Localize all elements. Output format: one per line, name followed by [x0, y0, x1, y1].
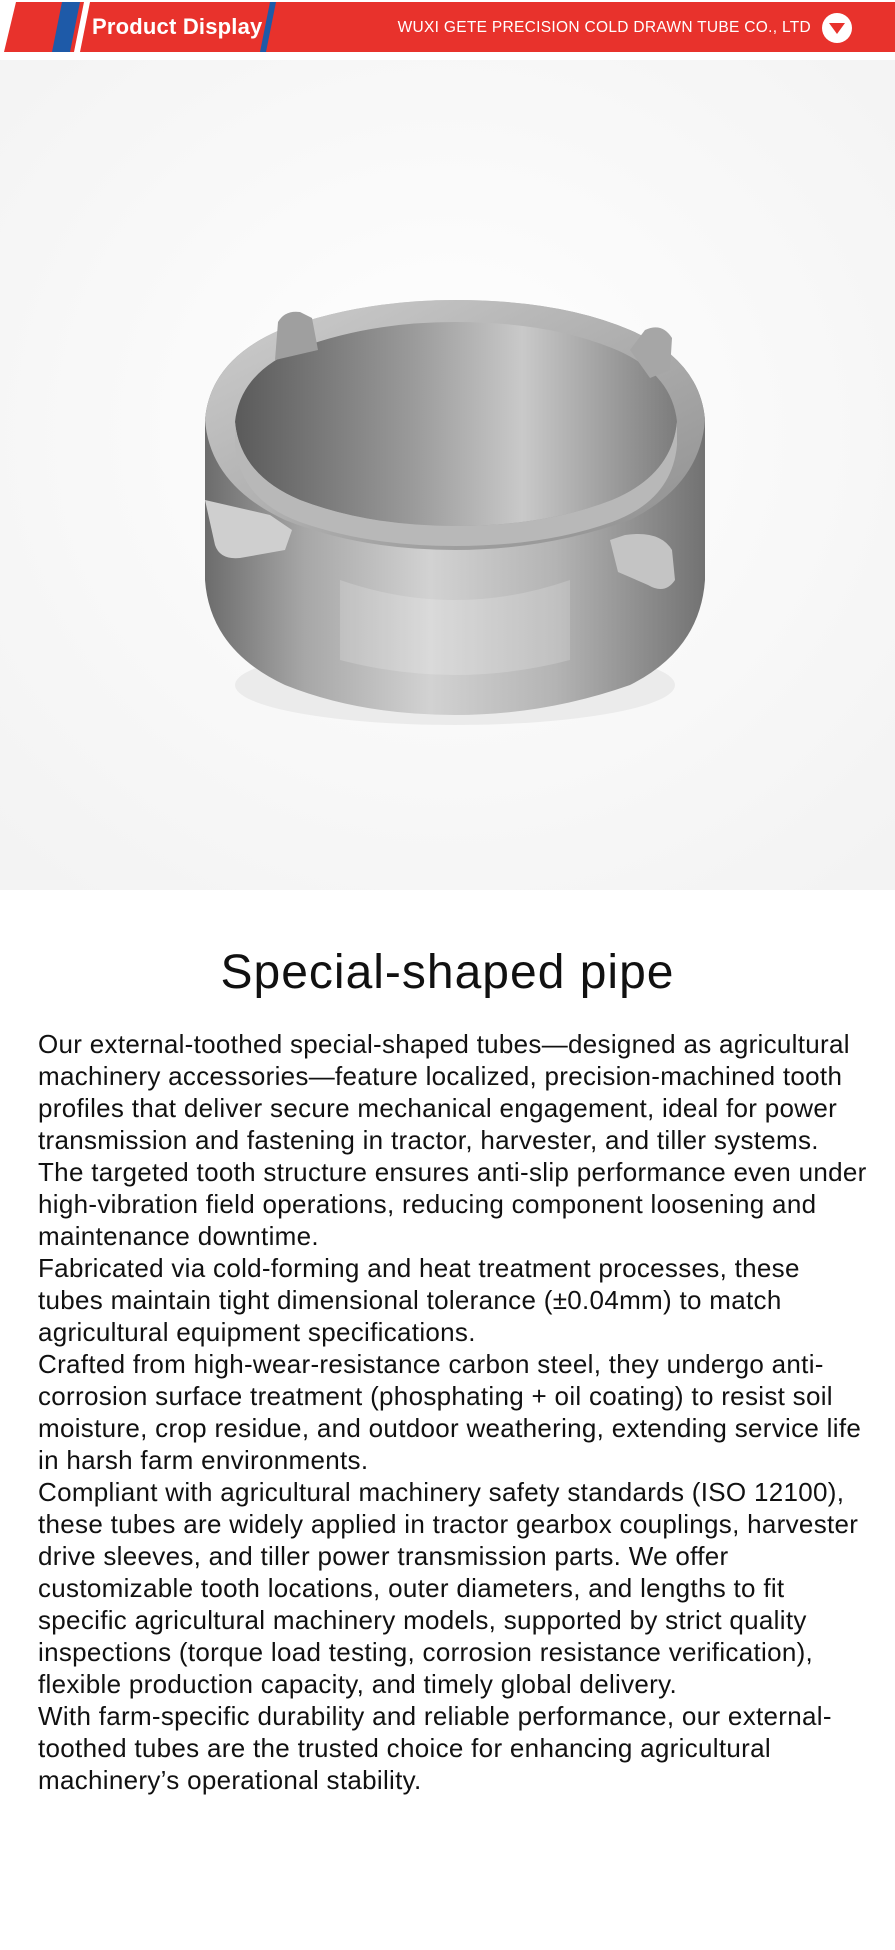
description-paragraph: Compliant with agricultural machinery safety standards (ISO 12100), these tubes are widely applied in tractor gearbox couplings, harvester drive sleeves, and tiller power transmission parts. We offer customizable tooth locations, outer diameters, and lengths to fit specific agricultural machinery models, supported by strict quality inspections (torque load testing, corrosion resistance verification), flexible production capacity, and timely global delivery. — [38, 1477, 859, 1699]
section-title: Product Display — [92, 14, 263, 39]
description-paragraph: Fabricated via cold-forming and heat treatment processes, these tubes maintain tight dimensional tolerance (±0.04mm) to match agricultural equipment specifications. — [38, 1253, 800, 1347]
product-description — [38, 1028, 868, 1796]
company-name: WUXI GETE PRECISION COLD DRAWN TUBE CO., LTD — [397, 19, 811, 36]
product-photo — [0, 60, 895, 890]
description-paragraph: With farm-specific durability and reliable performance, our external-toothed tubes are the trusted choice for enhancing agricultural machinery’s operational stability. — [38, 1701, 832, 1795]
product-title: Special-shaped pipe — [220, 946, 675, 999]
chevron-down-icon[interactable] — [822, 13, 852, 43]
header-banner — [0, 0, 895, 56]
description-paragraph: Our external-toothed special-shaped tubes—designed as agricultural machinery accessories—feature localized, precision-machined tooth profiles that deliver secure mechanical engagement, ideal for power transmission and fastening in tractor, harvester, and tiller systems. The targeted tooth structure ensures anti-slip performance even under high-vibration field operations, reducing component loosening and maintenance downtime. — [38, 1029, 867, 1251]
description-paragraph: Crafted from high-wear-resistance carbon steel, they undergo anti-corrosion surface treatment (phosphating + oil coating) to resist soil moisture, crop residue, and outdoor weathering, extending service life in harsh farm environments. — [38, 1349, 862, 1475]
